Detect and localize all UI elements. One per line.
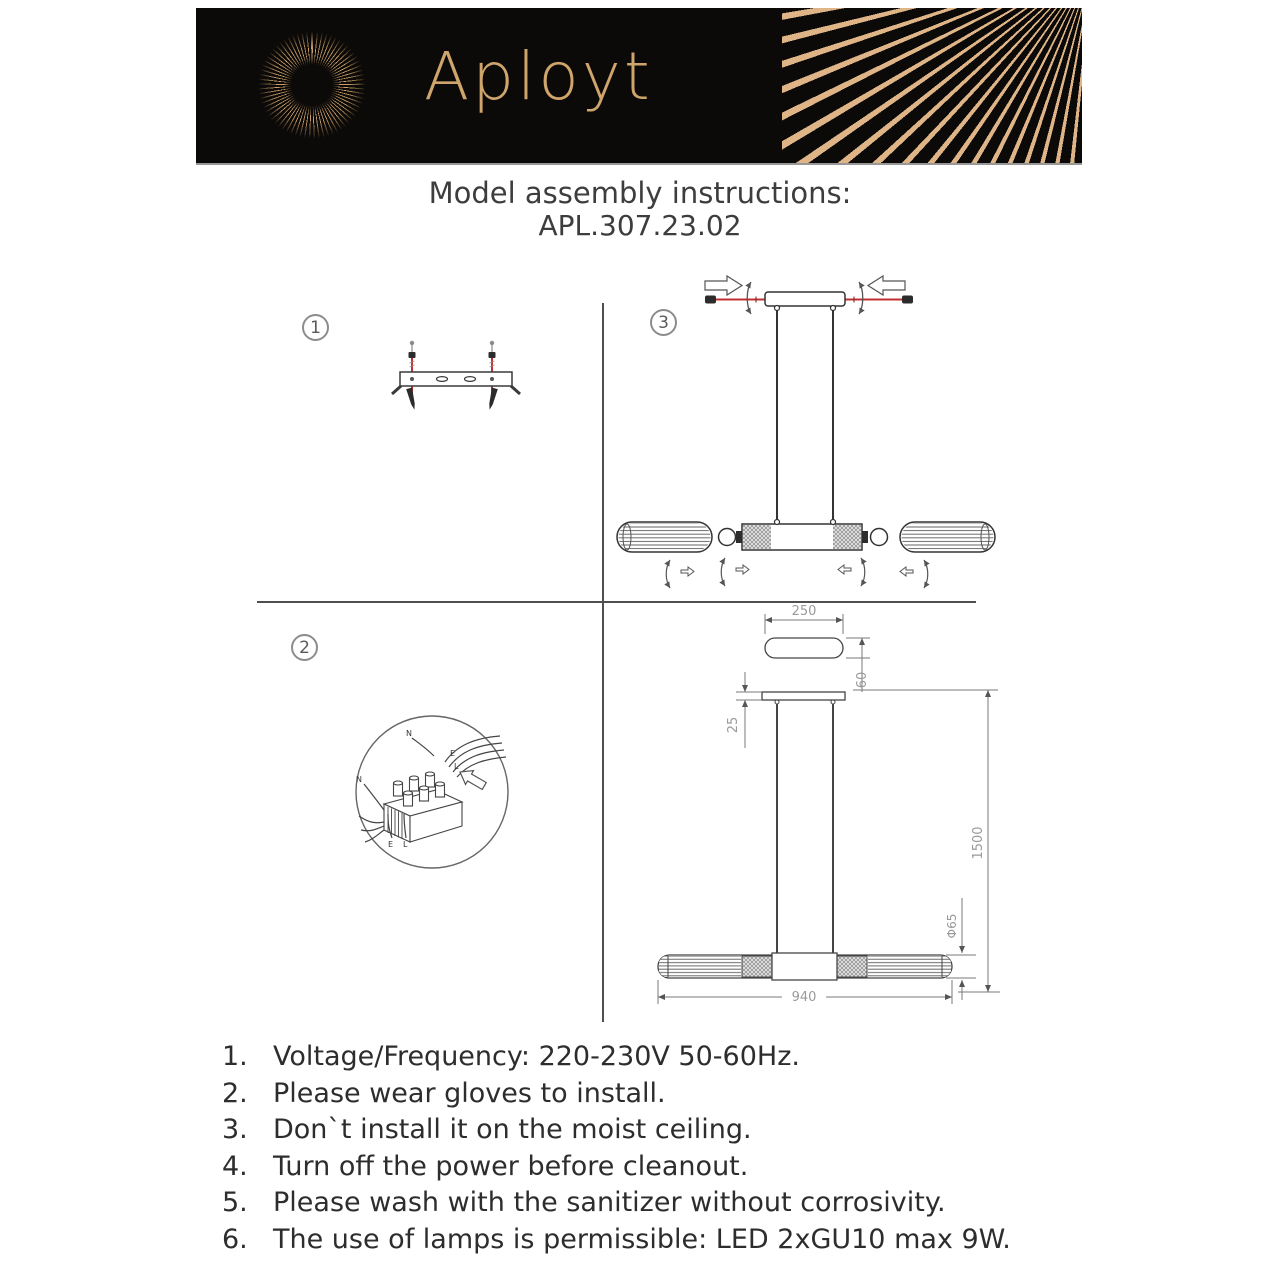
instruction-item-1 xyxy=(222,1039,1011,1076)
instruction-text: The use of lamps is permissible: LED 2xGU10 max 9W. xyxy=(273,1223,1011,1255)
instruction-number: 6. xyxy=(222,1223,248,1255)
instruction-number: 5. xyxy=(222,1187,248,1219)
wire-label-e-in: E xyxy=(450,749,456,758)
center-body xyxy=(742,520,862,551)
fixture-side-view xyxy=(658,692,952,980)
terminal-block xyxy=(384,772,462,842)
step-2-badge: 2 xyxy=(291,634,318,661)
left-shade xyxy=(617,522,712,552)
dim-25-lines xyxy=(736,672,762,748)
step-3-badge: 3 xyxy=(650,309,677,336)
instruction-item-5 xyxy=(222,1185,1011,1222)
wire-label-e-out: E xyxy=(388,840,394,849)
instruction-list xyxy=(222,1039,1011,1259)
instruction-text: Please wear gloves to install. xyxy=(273,1077,666,1109)
twist-arrows xyxy=(666,558,928,588)
vertical-divider xyxy=(602,303,604,1022)
step3-assembly-diagram xyxy=(608,266,1010,604)
wire-label-n-in: N xyxy=(406,729,412,738)
instruction-text: Don`t install it on the moist ceiling. xyxy=(273,1114,752,1146)
ray-fan-decoration-icon xyxy=(782,8,1082,163)
instruction-item-3 xyxy=(222,1112,1011,1149)
dim-65-lines xyxy=(946,898,976,1000)
model-number: APL.307.23.02 xyxy=(538,209,742,242)
wire-label-l-out: L xyxy=(403,840,408,849)
instruction-text: Voltage/Frequency: 220-230V 50-60Hz. xyxy=(273,1041,800,1072)
right-shade xyxy=(900,522,995,552)
instruction-number: 4. xyxy=(222,1150,248,1182)
dim-60: 60 xyxy=(855,671,870,689)
step-1-badge: 1 xyxy=(302,314,329,341)
wire-label-l-in: L xyxy=(454,762,459,771)
instruction-number: 1. xyxy=(222,1041,248,1072)
incoming-wires xyxy=(412,736,506,777)
dimension-drawing xyxy=(628,598,1030,1020)
instruction-item-6 xyxy=(222,1222,1011,1259)
dim-25: 25 xyxy=(726,716,741,734)
starburst-logo-icon xyxy=(248,21,376,149)
dim-250: 250 xyxy=(791,604,817,619)
instruction-number: 2. xyxy=(222,1077,248,1109)
wire-label-n-out: N xyxy=(356,775,362,784)
brand-banner xyxy=(196,8,1082,165)
dim-65: Φ65 xyxy=(945,913,959,939)
step1-bracket-diagram xyxy=(378,330,532,422)
instruction-item-4 xyxy=(222,1149,1011,1186)
page-title: Model assembly instructions: xyxy=(428,176,852,210)
wall-anchors xyxy=(406,388,498,411)
instruction-item-2 xyxy=(222,1076,1011,1113)
dim-1500: 1500 xyxy=(971,826,986,860)
canopy-and-rods xyxy=(765,292,845,524)
instruction-text: Turn off the power before cleanout. xyxy=(273,1150,749,1182)
insert-direction-arrow xyxy=(456,765,488,793)
instruction-number: 3. xyxy=(222,1114,248,1146)
instruction-text: Please wash with the sanitizer without corrosivity. xyxy=(273,1187,946,1219)
brand-name: Aployt xyxy=(424,38,653,115)
dim-940: 940 xyxy=(791,990,817,1005)
step2-wiring-diagram xyxy=(348,710,518,880)
